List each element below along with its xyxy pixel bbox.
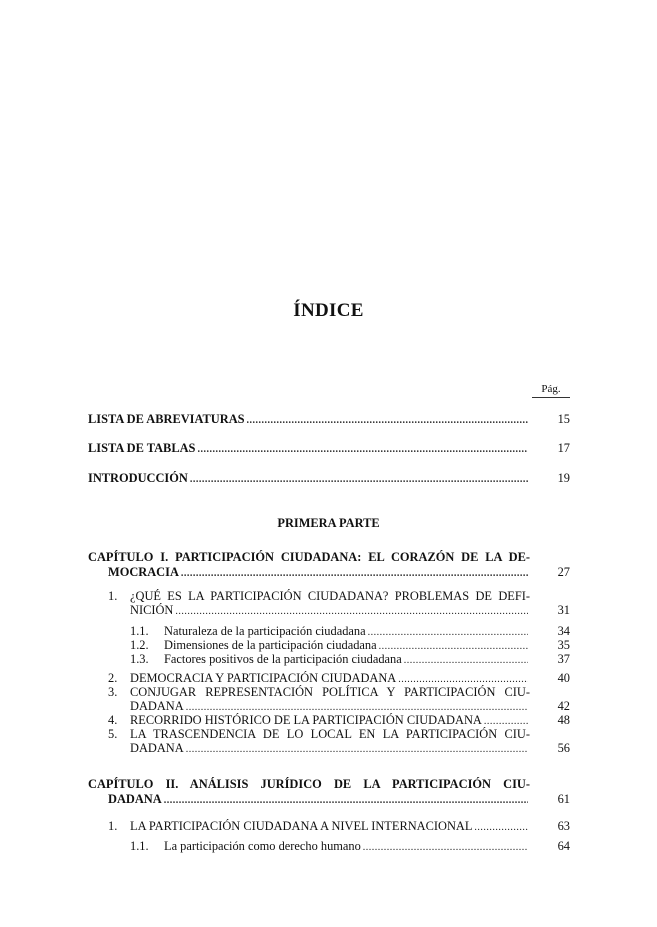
section-number: 5. (108, 727, 118, 741)
toc-entry-text: DADANA (108, 792, 162, 806)
toc-entry-text: LISTA DE TABLAS (88, 441, 196, 455)
section-text: DEMOCRACIA Y PARTICIPACIÓN CIUDADANA (130, 671, 397, 685)
toc-entry-text (130, 624, 366, 638)
dot-leader (175, 605, 528, 619)
toc-entry-text (130, 839, 361, 853)
toc-entry-section-4[interactable] (108, 713, 570, 727)
toc-entry-section-1-3[interactable] (130, 652, 570, 666)
section-text: CONJUGAR REPRESENTACIÓN POLÍTICA Y PARTICIPACIÓN CIU- (130, 685, 530, 699)
part-heading: PRIMERA PARTE (277, 516, 380, 530)
toc-page-number: 27 (557, 565, 570, 579)
toc-entry-section-1-1[interactable] (130, 624, 570, 638)
toc-entry-text (108, 713, 482, 727)
toc-entry-section-2[interactable] (108, 671, 570, 685)
toc-page-number: 19 (557, 471, 570, 485)
toc-entry-introduccion[interactable] (88, 471, 570, 485)
toc-page-number: 17 (557, 441, 570, 455)
chapter-1-title-line1[interactable]: CAPÍTULO I. PARTICIPACIÓN CIUDADANA: EL CORAZÓN DE LA DE- (88, 550, 530, 564)
section-number: 4. (108, 713, 118, 727)
toc-page-number: 61 (557, 792, 570, 806)
toc-page-number: 15 (557, 412, 570, 426)
toc-page-number: 34 (557, 624, 570, 638)
toc-page-number: 63 (557, 819, 570, 833)
toc-entry-ch2-section-1[interactable] (108, 819, 570, 833)
toc-page-number: 31 (557, 603, 570, 617)
section-text: RECORRIDO HISTÓRICO DE LA PARTICIPACIÓN CIUDADANA (130, 713, 482, 727)
section-3-title-line1[interactable] (108, 685, 530, 699)
section-number: 3. (108, 685, 118, 699)
section-number: 2. (108, 671, 118, 685)
toc-entry-text: INTRODUCCIÓN (88, 471, 188, 485)
toc-entry-abreviaturas[interactable] (88, 412, 570, 426)
toc-entry-ch2-section-1-1[interactable] (130, 839, 570, 853)
section-text: Dimensiones de la participación ciudadana (164, 638, 377, 652)
dot-leader (474, 821, 528, 835)
dot-leader (363, 841, 528, 855)
toc-entry-text: LISTA DE ABREVIATURAS (88, 412, 245, 426)
section-5-title-line1[interactable] (108, 727, 530, 741)
dot-leader (164, 794, 528, 808)
section-text: ¿QUÉ ES LA PARTICIPACIÓN CIUDADANA? PROBLEMAS DE DEFI- (130, 589, 530, 603)
toc-page-number: 35 (557, 638, 570, 652)
toc-entry-text: DADANA (130, 741, 184, 755)
dot-leader (181, 567, 528, 581)
section-text: LA TRASCENDENCIA DE LO LOCAL EN LA PARTICIPACIÓN CIU- (130, 727, 530, 741)
section-number: 1.2. (130, 638, 149, 652)
section-text: La participación como derecho humano (164, 839, 361, 853)
section-number: 1.1. (130, 624, 149, 638)
toc-page-number: 48 (557, 713, 570, 727)
section-number: 1.3. (130, 652, 149, 666)
section-text: LA PARTICIPACIÓN CIUDADANA A NIVEL INTERNACIONAL (130, 819, 473, 833)
dot-leader (197, 443, 528, 457)
toc-entry-section-1-2[interactable] (130, 638, 570, 652)
toc-entry-tablas[interactable] (88, 441, 570, 455)
dot-leader (404, 654, 528, 668)
toc-page-number: 37 (557, 652, 570, 666)
toc-entry-text (130, 638, 377, 652)
dot-leader (190, 473, 528, 487)
dot-leader (247, 414, 528, 428)
toc-entry-text: MOCRACIA (108, 565, 179, 579)
toc-entry-text (130, 652, 402, 666)
page-column-header: Pág. (532, 383, 570, 398)
section-text: Factores positivos de la participación ciudadana (164, 652, 402, 666)
toc-entry-text: NICIÓN (130, 603, 174, 617)
chapter-2-title-line1[interactable]: CAPÍTULO II. ANÁLISIS JURÍDICO DE LA PARTICIPACIÓN CIU- (88, 777, 530, 791)
toc-page-number: 40 (557, 671, 570, 685)
toc-entry-text (108, 671, 396, 685)
toc-entry-chapter-2[interactable] (108, 792, 570, 806)
section-1-title-line1[interactable] (108, 589, 530, 603)
toc-page-number: 42 (557, 699, 570, 713)
section-number: 1.1. (130, 839, 149, 853)
toc-entry-chapter-1[interactable] (108, 565, 570, 579)
dot-leader (186, 743, 528, 757)
toc-entry-text (108, 819, 472, 833)
page-title: ÍNDICE (293, 300, 364, 321)
toc-entry-section-3[interactable] (130, 699, 570, 713)
toc-page-number: 64 (557, 839, 570, 853)
section-number: 1. (108, 819, 118, 833)
toc-page-number: 56 (557, 741, 570, 755)
section-number: 1. (108, 589, 118, 603)
toc-entry-section-5[interactable] (130, 741, 570, 755)
toc-entry-text: DADANA (130, 699, 184, 713)
section-text: Naturaleza de la participación ciudadana (164, 624, 366, 638)
toc-entry-section-1[interactable] (130, 603, 570, 617)
